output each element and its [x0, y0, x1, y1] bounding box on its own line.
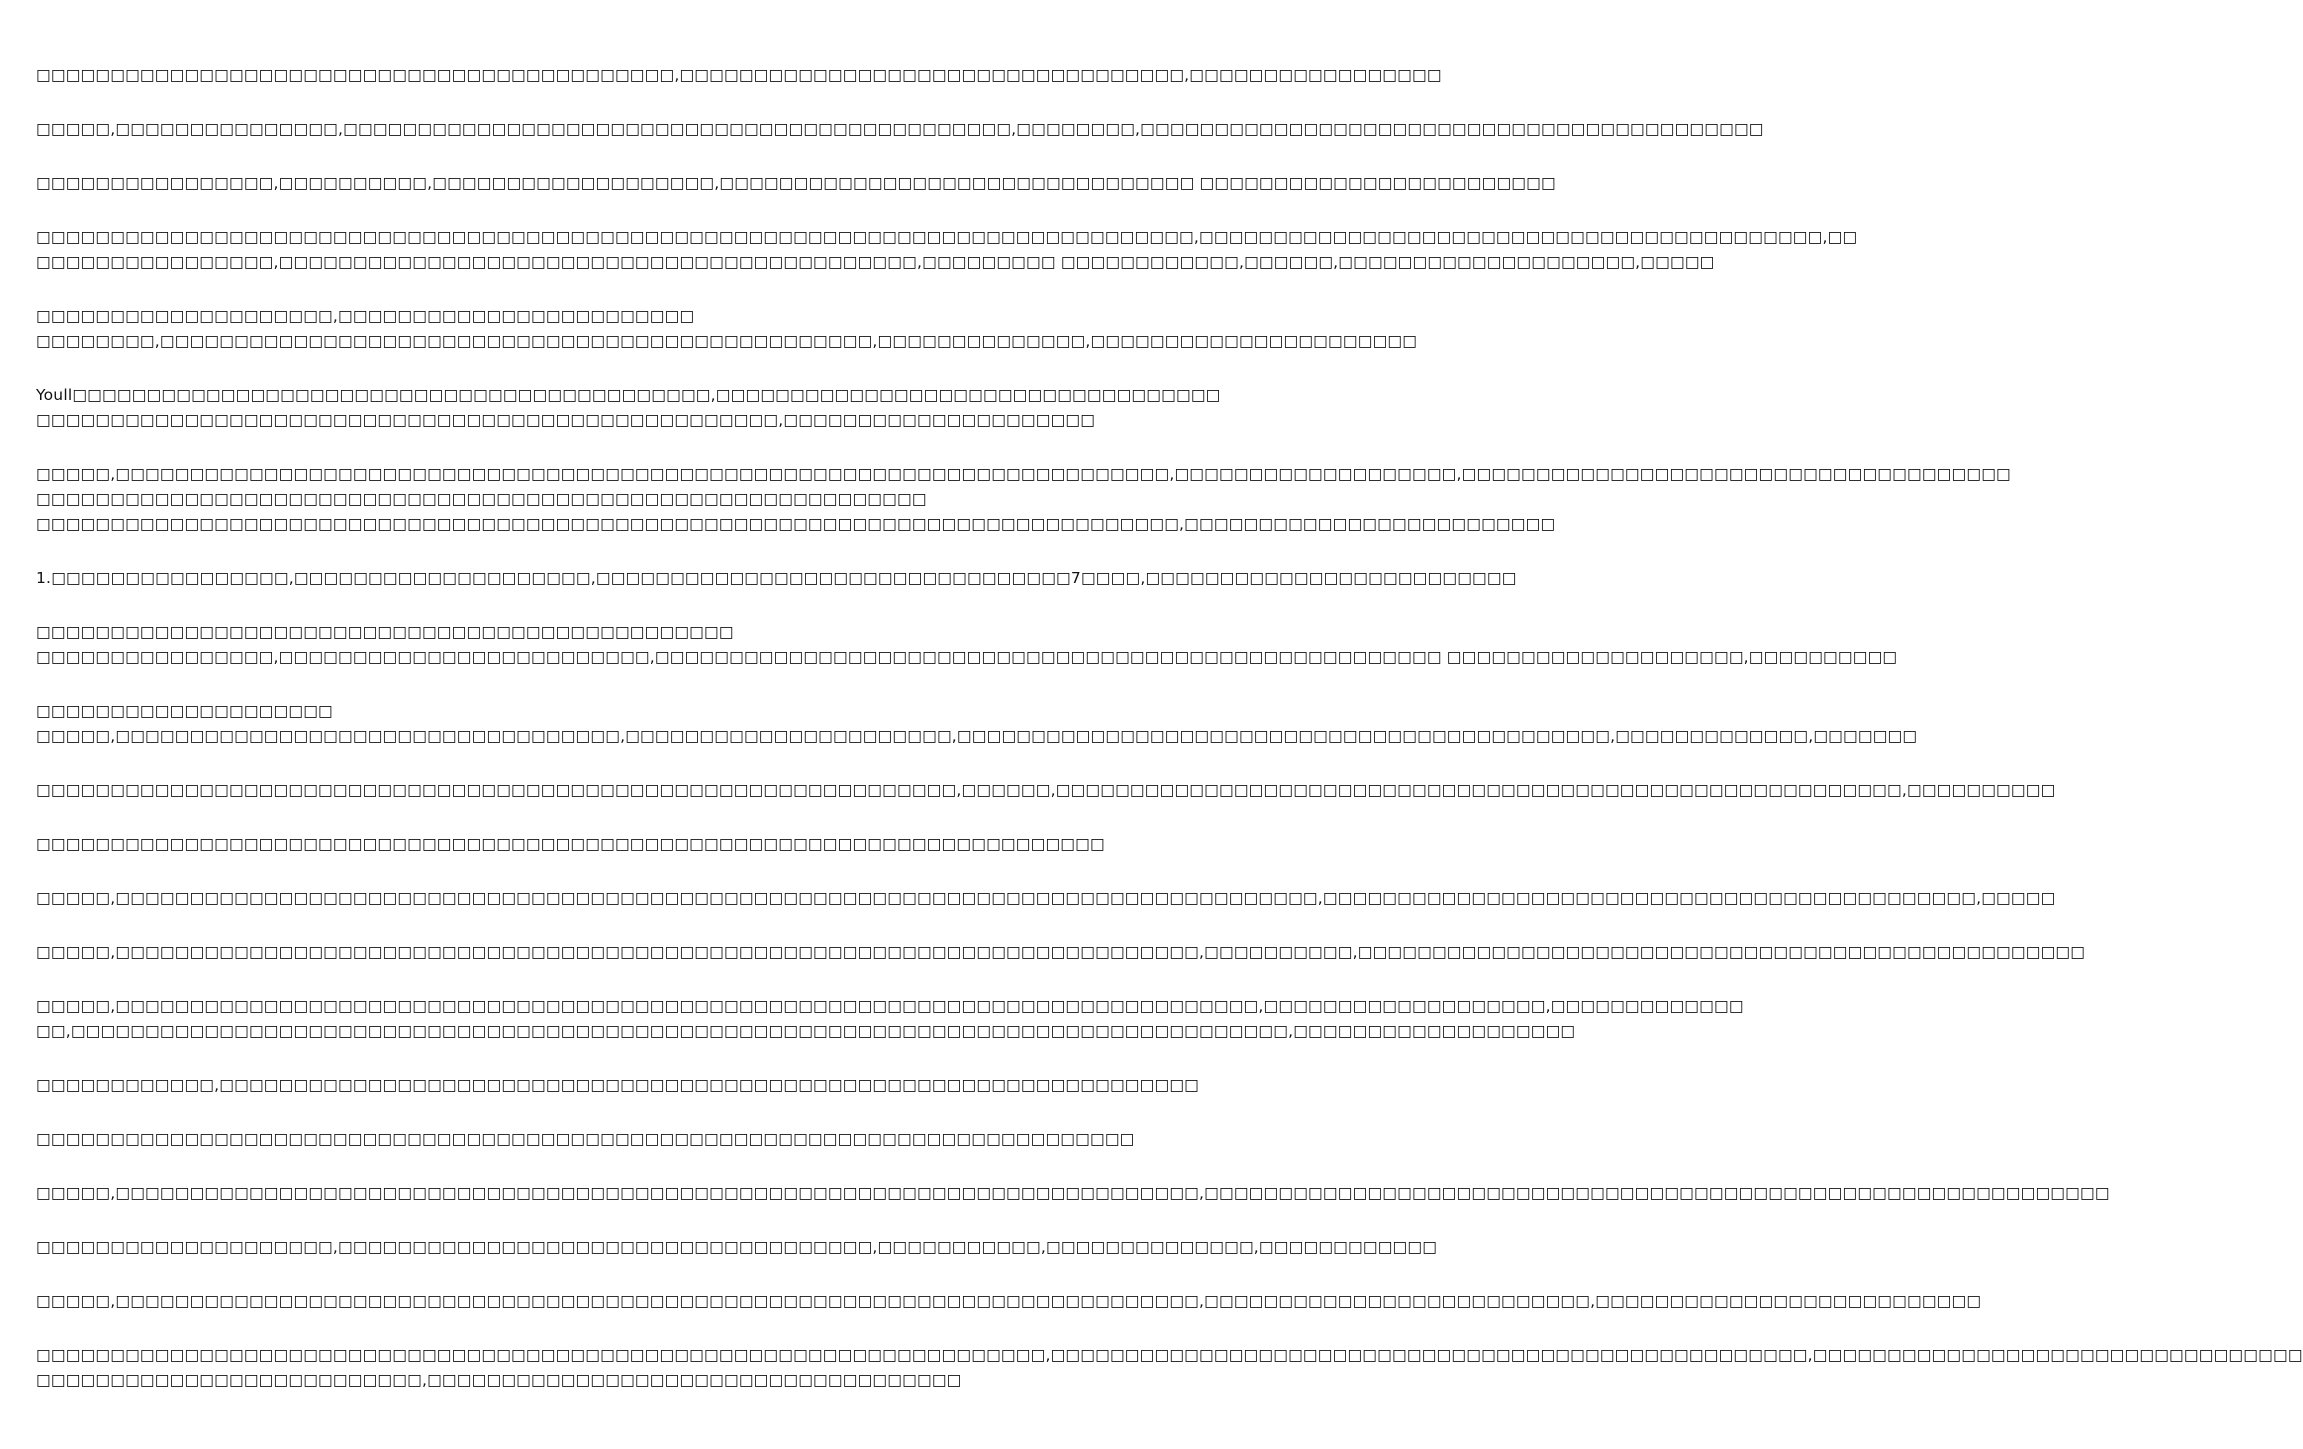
text-line: □□□□□,□□□□□□□□□□□□□□□,□□□□□□□□□□□□□□□□□□□□□□□□□□□□□□□□□□□□□□□□□□□□□,□□□□□□□□,□□□□□□□□□□□□□□□□□□□□□□□□□□□□□□□□□□□□□□□□□□	[36, 120, 1764, 138]
paragraph	[36, 1343, 2303, 1393]
text-line: □□□□□□□□□□□□□□□□□□□□	[36, 702, 333, 720]
paragraph	[36, 1181, 2110, 1206]
text-line: □□□□□□□□□□□□□□□□□□□□,□□□□□□□□□□□□□□□□□□□□□□□□	[36, 307, 695, 325]
text-line: □□□□□□□□□□□□□□□□□□□□□□□□□□□□□□□□□□□□□□□□□□□□□□□□□□,□□□□□□□□□□□□□□□□□□□□□	[36, 411, 1096, 429]
paragraph	[36, 1127, 1135, 1152]
paragraph	[36, 171, 1556, 196]
text-line: □□□□□□□□,□□□□□□□□□□□□□□□□□□□□□□□□□□□□□□□□□□□□□□□□□□□□□□□□,□□□□□□□□□□□□□□,□□□□□□□□□□□□□□□□□□□□□□	[36, 332, 1418, 350]
text-line: □□□□□,□□□□□□□□□□□□□□□□□□□□□□□□□□□□□□□□□□□□□□□□□□□□□□□□□□□□□□□□□□□□□□□□□□□□□□□□□□□□□,□□□□□□□□□□□□□□□□□□□,□□□□□□□□□□□□□	[36, 997, 1744, 1015]
text-line: Youll□□□□□□□□□□□□□□□□□□□□□□□□□□□□□□□□□□□□□□□□□□□,□□□□□□□□□□□□□□□□□□□□□□□□□□□□□□□□□□	[36, 386, 1221, 404]
paragraph	[36, 383, 1221, 433]
text-line: □□□□□□□□□□□□□□□□□□□□□□□□□□□□□□□□□□□□□□□□□□□□□□□□□□□□□□□□□□□□□□□□□□□□□□□□□□□□□□,□□□□□□□□□□□□□□□□□□□□□□□□□□□□□□□□□□□□□□□□□□,□□	[36, 228, 1858, 246]
paragraph	[36, 1073, 1200, 1098]
text-line: 1.□□□□□□□□□□□□□□□□,□□□□□□□□□□□□□□□□□□□□,□□□□□□□□□□□□□□□□□□□□□□□□□□□□□□□□7□□□□,□□□□□□□□□□□□□□□□□□□□□□□□□	[36, 569, 1517, 587]
paragraph	[36, 1289, 1982, 1314]
text-line: □□□□□□□□□□□□□□□□□□□□□□□□□□□□□□□□□□□□□□□□□□□□□□□□□□□□□□□□□□□□□□□□□□□□□□□□□□	[36, 1130, 1135, 1148]
paragraph	[36, 462, 2011, 537]
paragraph	[36, 1235, 1438, 1260]
text-line: □□□□□□□□□□□□□□□□□□□□□□□□□□□□□□□□□□□□□□□□□□□□□□□□□□□□□□□□□□□□□□□□□□□□□□□□	[36, 835, 1105, 853]
text-line: □□□□□,□□□□□□□□□□□□□□□□□□□□□□□□□□□□□□□□□□□□□□□□□□□□□□□□□□□□□□□□□□□□□□□□□□□□□□□,□□□□□□□□□□□□□□□□□□□,□□□□□□□□□□□□□□□□□□□□□□□□□□□□□□□□□□□□□	[36, 465, 2011, 483]
paragraph	[36, 886, 2056, 911]
paragraph	[36, 566, 1517, 591]
text-line: □□□□□□□□□□□□,□□□□□□□□□□□□□□□□□□□□□□□□□□□□□□□□□□□□□□□□□□□□□□□□□□□□□□□□□□□□□□□□□□	[36, 1076, 1200, 1094]
document-body	[36, 63, 2303, 1422]
paragraph	[36, 620, 1898, 670]
text-line: □□□□□,□□□□□□□□□□□□□□□□□□□□□□□□□□□□□□□□□□□□□□□□□□□□□□□□□□□□□□□□□□□□□□□□□□□□□□□□□,□□□□□□□□□□□□□□□□□□□□□□□□□□,□□□□□□□□□□□□□□□□□□□□□□□□□□	[36, 1292, 1982, 1310]
paragraph	[36, 304, 1418, 354]
text-line: □□□□□,□□□□□□□□□□□□□□□□□□□□□□□□□□□□□□□□□□,□□□□□□□□□□□□□□□□□□□□□□,□□□□□□□□□□□□□□□□□□□□□□□□□□□□□□□□□□□□□□□□□□□□,□□□□□□□□□□□□□,□□□□□□□	[36, 727, 1918, 745]
text-line: □□□□□,□□□□□□□□□□□□□□□□□□□□□□□□□□□□□□□□□□□□□□□□□□□□□□□□□□□□□□□□□□□□□□□□□□□□□□□□□,□□□□□□□□□□,□□□□□□□□□□□□□□□□□□□□□□□□□□□□□□□□□□□□□□□□□□□□□□□□□	[36, 943, 2086, 961]
text-line: □□□□□□□□□□□□□□□□□□□□□□□□□□□□□□□□□□□□□□□□□□□□□□□□□□□□□□□□□□□□□□□□□□□□,□□□□□□□□□□□□□□□□□□□□□□□□□□□□□□□□□□□□□□□□□□□□□□□□□□□,□□□□□□□□□□□□□□□□□□□□□□□□□□□□□□□□□	[36, 1346, 2303, 1364]
paragraph	[36, 940, 2086, 965]
text-line: □□□□□□□□□□□□□□□□□□□□□□□□□□,□□□□□□□□□□□□□□□□□□□□□□□□□□□□□□□□□□□□	[36, 1371, 962, 1389]
paragraph	[36, 778, 2056, 803]
text-line: □□□□□□□□□□□□□□□□,□□□□□□□□□□□□□□□□□□□□□□□□□,□□□□□□□□□□□□□□□□□□□□□□□□□□□□□□□□□□□□□□□□□□□□□□□□□□□□□ □□□□□□□□□□□□□□□□□□□□,□□□□□□□□□□	[36, 648, 1898, 666]
paragraph	[36, 117, 1764, 142]
paragraph	[36, 699, 1918, 749]
text-line: □□□□□,□□□□□□□□□□□□□□□□□□□□□□□□□□□□□□□□□□□□□□□□□□□□□□□□□□□□□□□□□□□□□□□□□□□□□□□□□□□□□□□□□,□□□□□□□□□□□□□□□□□□□□□□□□□□□□□□□□□□□□□□□□□□□□,□□□□□	[36, 889, 2056, 907]
text-line: □□□□□□□□□□□□□□□□□□□□,□□□□□□□□□□□□□□□□□□□□□□□□□□□□□□□□□□□□,□□□□□□□□□□□,□□□□□□□□□□□□□□,□□□□□□□□□□□□	[36, 1238, 1438, 1256]
text-line: □□□□□□□□□□□□□□□□,□□□□□□□□□□□□□□□□□□□□□□□□□□□□□□□□□□□□□□□□□□□,□□□□□□□□□ □□□□□□□□□□□□,□□□□□□,□□□□□□□□□□□□□□□□□□□□,□□□□□	[36, 253, 1715, 271]
text-line: □□□□□□□□□□□□□□□□□□□□□□□□□□□□□□□□□□□□□□□□□□□□□□□□□□□□□□□□□□□□	[36, 490, 927, 508]
text-line: □□□□□□□□□□□□□□□□,□□□□□□□□□□,□□□□□□□□□□□□□□□□□□□,□□□□□□□□□□□□□□□□□□□□□□□□□□□□□□□□ □□□□□□□□□□□□□□□□□□□□□□□□	[36, 174, 1556, 192]
paragraph	[36, 63, 1442, 88]
paragraph	[36, 994, 1744, 1044]
text-line: □□□□□□□□□□□□□□□□□□□□□□□□□□□□□□□□□□□□□□□□□□□□□□□	[36, 623, 734, 641]
text-line: □□,□□□□□□□□□□□□□□□□□□□□□□□□□□□□□□□□□□□□□□□□□□□□□□□□□□□□□□□□□□□□□□□□□□□□□□□□□□□□□□□□□□,□□□□□□□□□□□□□□□□□□□	[36, 1022, 1576, 1040]
text-line: □□□□□□□□□□□□□□□□□□□□□□□□□□□□□□□□□□□□□□□□□□□□□□□□□□□□□□□□□□□□□□□□□□□□□□□□□□□□□,□□□□□□□□□□□□□□□□□□□□□□□□□	[36, 515, 1556, 533]
paragraph	[36, 832, 1105, 857]
text-line: □□□□□□□□□□□□□□□□□□□□□□□□□□□□□□□□□□□□□□□□□□□,□□□□□□□□□□□□□□□□□□□□□□□□□□□□□□□□□□,□□□□□□□□□□□□□□□□□	[36, 66, 1442, 84]
paragraph	[36, 225, 1858, 275]
text-line: □□□□□,□□□□□□□□□□□□□□□□□□□□□□□□□□□□□□□□□□□□□□□□□□□□□□□□□□□□□□□□□□□□□□□□□□□□□□□□□,□□□□□□□□□□□□□□□□□□□□□□□□□□□□□□□□□□□□□□□□□□□□□□□□□□□□□□□□□□□□□	[36, 1184, 2110, 1202]
text-line: □□□□□□□□□□□□□□□□□□□□□□□□□□□□□□□□□□□□□□□□□□□□□□□□□□□□□□□□□□□□□□,□□□□□□,□□□□□□□□□□□□□□□□□□□□□□□□□□□□□□□□□□□□□□□□□□□□□□□□□□□□□□□□□,□□□□□□□□□□	[36, 781, 2056, 799]
